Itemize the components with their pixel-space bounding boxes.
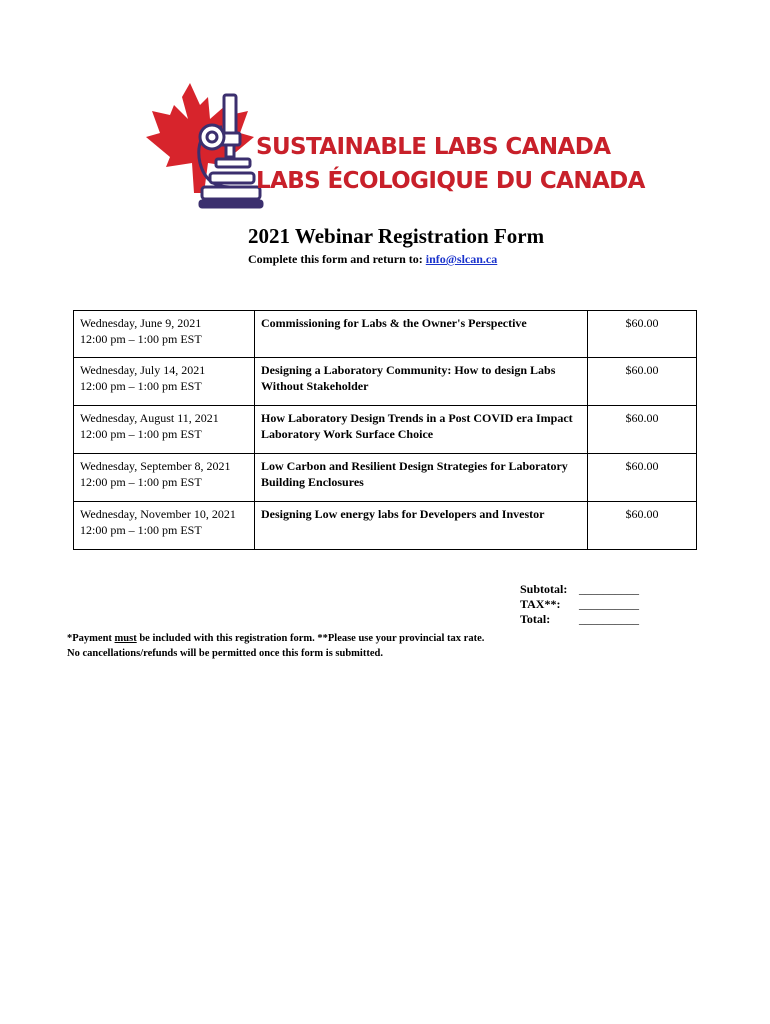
session-topic: How Laboratory Design Trends in a Post COVID era Impact Laboratory Work Surface Choice (255, 406, 588, 454)
table-row (74, 502, 697, 550)
page-title: 2021 Webinar Registration Form (248, 224, 545, 248)
subtotal-row (520, 582, 639, 597)
session-date-cell (74, 454, 255, 502)
maple-leaf-microscope-icon (130, 75, 270, 220)
session-price: $60.00 (588, 502, 697, 550)
email-link[interactable]: info@slcan.ca (425, 252, 498, 266)
session-topic: Commissioning for Labs & the Owner's Perspective (255, 311, 588, 358)
total-field[interactable]: __________ (579, 612, 639, 626)
table-row (74, 311, 697, 358)
subtotal-label: Subtotal: (520, 582, 568, 596)
session-topic: Designing a Laboratory Community: How to design Labs Without Stakeholder (255, 358, 588, 406)
session-topic: Low Carbon and Resilient Design Strategies for Laboratory Building Enclosures (255, 454, 588, 502)
session-date: Wednesday, November 10, 2021 (80, 507, 236, 521)
table-row (74, 454, 697, 502)
logo (130, 75, 645, 220)
session-date-cell (74, 311, 255, 358)
note-text: be included with this registration form. **Please use your provincial tax rate. (136, 633, 485, 644)
session-price: $60.00 (588, 454, 697, 502)
session-date-cell (74, 502, 255, 550)
subtitle (248, 252, 497, 267)
subtotal-field[interactable]: __________ (579, 582, 639, 596)
total-label: Total: (520, 612, 551, 626)
session-price: $60.00 (588, 311, 697, 358)
session-date: Wednesday, September 8, 2021 (80, 459, 231, 473)
payment-note-line-2: No cancellations/refunds will be permitted once this form is submitted. (67, 648, 383, 659)
session-price: $60.00 (588, 358, 697, 406)
note-text: *Payment (67, 633, 115, 644)
session-time: 12:00 pm – 1:00 pm EST (80, 427, 202, 441)
table-row (74, 406, 697, 454)
session-price: $60.00 (588, 406, 697, 454)
session-date: Wednesday, July 14, 2021 (80, 363, 206, 377)
payment-note (67, 631, 484, 661)
logo-text-english: SUSTAINABLE LABS CANADA (256, 134, 611, 160)
session-date: Wednesday, August 11, 2021 (80, 411, 219, 425)
session-date-cell (74, 358, 255, 406)
session-date-cell (74, 406, 255, 454)
session-time: 12:00 pm – 1:00 pm EST (80, 332, 202, 346)
tax-row (520, 597, 639, 612)
tax-field[interactable]: __________ (579, 597, 639, 611)
totals-block (520, 582, 639, 627)
table-row (74, 358, 697, 406)
tax-label: TAX**: (520, 597, 561, 611)
subtitle-text: Complete this form and return to: (248, 252, 426, 266)
payment-note-line-1 (67, 631, 484, 646)
total-row (520, 612, 639, 627)
session-topic: Designing Low energy labs for Developers and Investor (255, 502, 588, 550)
session-time: 12:00 pm – 1:00 pm EST (80, 379, 202, 393)
note-emphasis: must (114, 633, 137, 644)
session-date: Wednesday, June 9, 2021 (80, 316, 202, 330)
sessions-table (73, 310, 697, 550)
session-time: 12:00 pm – 1:00 pm EST (80, 523, 202, 537)
logo-text-french: LABS ÉCOLOGIQUE DU CANADA (256, 168, 645, 194)
session-time: 12:00 pm – 1:00 pm EST (80, 475, 202, 489)
